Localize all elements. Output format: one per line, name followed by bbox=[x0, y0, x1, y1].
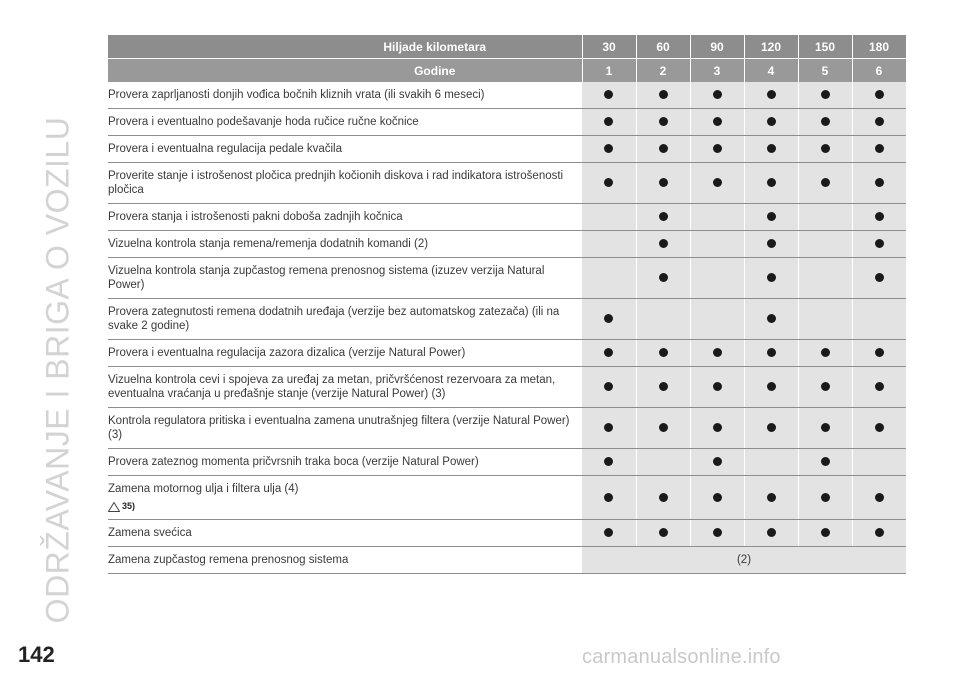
scheduled-dot-icon bbox=[875, 382, 884, 391]
interval-cell bbox=[852, 109, 906, 136]
interval-cell bbox=[744, 408, 798, 449]
row-label-cell bbox=[108, 109, 582, 136]
scheduled-dot-icon bbox=[604, 314, 613, 323]
header-km-value: 150 bbox=[798, 35, 852, 59]
interval-cell bbox=[690, 82, 744, 109]
row-label: Zamena motornog ulja i filtera ulja (4) bbox=[108, 483, 299, 495]
scheduled-dot-icon bbox=[604, 528, 613, 537]
interval-cell bbox=[852, 299, 906, 340]
interval-cell bbox=[690, 520, 744, 547]
interval-cell bbox=[690, 299, 744, 340]
scheduled-dot-icon bbox=[767, 144, 776, 153]
header-km-value: 60 bbox=[636, 35, 690, 59]
interval-cell bbox=[582, 520, 636, 547]
row-label: Kontrola regulatora pritiska i eventualna zamena unutrašnjeg filtera (verzije Natural Power) (3) bbox=[108, 415, 570, 441]
interval-cell bbox=[744, 520, 798, 547]
table-row bbox=[108, 204, 906, 231]
scheduled-dot-icon bbox=[821, 144, 830, 153]
interval-cell bbox=[744, 476, 798, 520]
interval-cell bbox=[744, 367, 798, 408]
scheduled-dot-icon bbox=[767, 117, 776, 126]
interval-cell bbox=[798, 367, 852, 408]
scheduled-dot-icon bbox=[821, 348, 830, 357]
interval-cell bbox=[744, 340, 798, 367]
interval-note-cell bbox=[582, 547, 906, 574]
interval-cell bbox=[636, 109, 690, 136]
interval-cell bbox=[582, 367, 636, 408]
row-label: Zamena zupčastog remena prenosnog sistema bbox=[108, 554, 349, 566]
scheduled-dot-icon bbox=[659, 528, 668, 537]
header-year-value: 2 bbox=[636, 59, 690, 83]
interval-cell bbox=[744, 82, 798, 109]
scheduled-dot-icon bbox=[767, 493, 776, 502]
interval-cell bbox=[798, 204, 852, 231]
scheduled-dot-icon bbox=[604, 493, 613, 502]
page-number: 142 bbox=[18, 642, 55, 667]
interval-cell bbox=[798, 258, 852, 299]
scheduled-dot-icon bbox=[659, 493, 668, 502]
table-row bbox=[108, 340, 906, 367]
warning-reference bbox=[108, 499, 572, 513]
scheduled-dot-icon bbox=[875, 239, 884, 248]
interval-cell bbox=[852, 340, 906, 367]
header-km-value: 120 bbox=[744, 35, 798, 59]
interval-cell bbox=[690, 367, 744, 408]
row-label: Provera zaprljanosti donjih vođica bočnih kliznih vrata (ili svakih 6 meseci) bbox=[108, 89, 485, 101]
scheduled-dot-icon bbox=[821, 457, 830, 466]
interval-cell bbox=[852, 408, 906, 449]
header-year-value: 5 bbox=[798, 59, 852, 83]
row-label: Provera i eventualna regulacija zazora dizalica (verzije Natural Power) bbox=[108, 347, 466, 359]
interval-cell bbox=[582, 449, 636, 476]
row-label-cell bbox=[108, 408, 582, 449]
scheduled-dot-icon bbox=[604, 117, 613, 126]
header-km-value: 180 bbox=[852, 35, 906, 59]
interval-cell bbox=[690, 449, 744, 476]
header-km-value: 90 bbox=[690, 35, 744, 59]
interval-cell bbox=[636, 408, 690, 449]
interval-cell bbox=[744, 163, 798, 204]
interval-cell bbox=[798, 163, 852, 204]
interval-cell bbox=[636, 204, 690, 231]
scheduled-dot-icon bbox=[713, 117, 722, 126]
scheduled-dot-icon bbox=[875, 528, 884, 537]
interval-cell bbox=[582, 299, 636, 340]
section-title-vertical: ODRŽAVANJE I BRIGA O VOZILU bbox=[39, 116, 76, 624]
row-label: Provera stanja i istrošenosti pakni doboša zadnjih kočnica bbox=[108, 211, 403, 223]
scheduled-dot-icon bbox=[659, 144, 668, 153]
row-label-cell bbox=[108, 340, 582, 367]
row-label: Provera zateznog momenta pričvrsnih traka boca (verzije Natural Power) bbox=[108, 456, 479, 468]
interval-cell bbox=[582, 408, 636, 449]
interval-cell bbox=[690, 476, 744, 520]
row-label: Proverite stanje i istrošenost pločica prednjih kočionih diskova i rad indikatora istrošenosti pločica bbox=[108, 170, 564, 196]
scheduled-dot-icon bbox=[767, 212, 776, 221]
interval-cell bbox=[690, 408, 744, 449]
scheduled-dot-icon bbox=[659, 90, 668, 99]
scheduled-dot-icon bbox=[821, 528, 830, 537]
scheduled-dot-icon bbox=[875, 348, 884, 357]
scheduled-dot-icon bbox=[713, 144, 722, 153]
interval-cell bbox=[798, 109, 852, 136]
scheduled-dot-icon bbox=[713, 90, 722, 99]
interval-cell bbox=[798, 476, 852, 520]
header-km-label: Hiljade kilometara bbox=[108, 35, 582, 59]
scheduled-dot-icon bbox=[875, 212, 884, 221]
interval-cell bbox=[798, 449, 852, 476]
scheduled-dot-icon bbox=[659, 117, 668, 126]
interval-cell bbox=[690, 163, 744, 204]
interval-cell bbox=[852, 258, 906, 299]
interval-cell bbox=[636, 163, 690, 204]
interval-cell bbox=[636, 136, 690, 163]
row-label-cell bbox=[108, 136, 582, 163]
table-row bbox=[108, 367, 906, 408]
scheduled-dot-icon bbox=[713, 457, 722, 466]
scheduled-dot-icon bbox=[659, 423, 668, 432]
scheduled-dot-icon bbox=[821, 178, 830, 187]
interval-cell bbox=[852, 476, 906, 520]
table-row bbox=[108, 258, 906, 299]
scheduled-dot-icon bbox=[821, 90, 830, 99]
scheduled-dot-icon bbox=[659, 273, 668, 282]
interval-cell bbox=[582, 204, 636, 231]
scheduled-dot-icon bbox=[875, 423, 884, 432]
interval-cell bbox=[582, 109, 636, 136]
row-label-cell bbox=[108, 547, 582, 574]
scheduled-dot-icon bbox=[875, 273, 884, 282]
interval-cell bbox=[690, 340, 744, 367]
scheduled-dot-icon bbox=[659, 212, 668, 221]
row-label: Vizuelna kontrola cevi i spojeva za uređaj za metan, pričvršćenost rezervoara za metan, eventualna vraćanja u pređašnje stanje (verzije Natural Power) (3) bbox=[108, 374, 556, 400]
row-label-cell bbox=[108, 163, 582, 204]
scheduled-dot-icon bbox=[821, 117, 830, 126]
table-body bbox=[108, 82, 906, 574]
interval-cell bbox=[798, 340, 852, 367]
interval-cell bbox=[636, 231, 690, 258]
interval-cell bbox=[798, 299, 852, 340]
scheduled-dot-icon bbox=[604, 423, 613, 432]
row-label: Provera i eventualna regulacija pedale kvačila bbox=[108, 143, 342, 155]
row-label-cell bbox=[108, 204, 582, 231]
row-label-cell bbox=[108, 231, 582, 258]
scheduled-dot-icon bbox=[767, 90, 776, 99]
interval-cell bbox=[744, 204, 798, 231]
scheduled-dot-icon bbox=[713, 528, 722, 537]
interval-cell bbox=[852, 163, 906, 204]
interval-cell bbox=[690, 136, 744, 163]
row-label: Zamena svećica bbox=[108, 527, 192, 539]
scheduled-dot-icon bbox=[875, 144, 884, 153]
interval-note: (2) bbox=[736, 554, 752, 566]
table-row bbox=[108, 136, 906, 163]
interval-cell bbox=[582, 258, 636, 299]
interval-cell bbox=[636, 367, 690, 408]
row-label-cell bbox=[108, 449, 582, 476]
header-years-label: Godine bbox=[108, 59, 582, 83]
scheduled-dot-icon bbox=[659, 382, 668, 391]
scheduled-dot-icon bbox=[875, 90, 884, 99]
row-label: Provera i eventualno podešavanje hoda ručice ručne kočnice bbox=[108, 116, 419, 128]
scheduled-dot-icon bbox=[767, 423, 776, 432]
header-row-years bbox=[108, 59, 906, 83]
interval-cell bbox=[744, 299, 798, 340]
interval-cell bbox=[636, 340, 690, 367]
interval-cell bbox=[798, 136, 852, 163]
scheduled-dot-icon bbox=[767, 348, 776, 357]
scheduled-dot-icon bbox=[875, 493, 884, 502]
header-year-value: 3 bbox=[690, 59, 744, 83]
table-row bbox=[108, 163, 906, 204]
scheduled-dot-icon bbox=[821, 423, 830, 432]
scheduled-dot-icon bbox=[604, 178, 613, 187]
interval-cell bbox=[798, 520, 852, 547]
row-label-cell bbox=[108, 258, 582, 299]
scheduled-dot-icon bbox=[659, 239, 668, 248]
warning-icon bbox=[108, 502, 120, 512]
interval-cell bbox=[852, 367, 906, 408]
interval-cell bbox=[852, 231, 906, 258]
interval-cell bbox=[636, 449, 690, 476]
interval-cell bbox=[690, 204, 744, 231]
scheduled-dot-icon bbox=[713, 423, 722, 432]
scheduled-dot-icon bbox=[713, 178, 722, 187]
row-label: Vizuelna kontrola stanja remena/remenja dodatnih komandi (2) bbox=[108, 238, 429, 250]
row-label-cell bbox=[108, 367, 582, 408]
table-row bbox=[108, 82, 906, 109]
scheduled-dot-icon bbox=[713, 348, 722, 357]
interval-cell bbox=[798, 231, 852, 258]
interval-cell bbox=[690, 231, 744, 258]
interval-cell bbox=[798, 408, 852, 449]
scheduled-dot-icon bbox=[713, 493, 722, 502]
interval-cell bbox=[690, 258, 744, 299]
row-label-cell bbox=[108, 520, 582, 547]
scheduled-dot-icon bbox=[659, 178, 668, 187]
interval-cell bbox=[852, 449, 906, 476]
scheduled-dot-icon bbox=[604, 90, 613, 99]
table-row bbox=[108, 520, 906, 547]
scheduled-dot-icon bbox=[659, 348, 668, 357]
header-row-kilometers bbox=[108, 35, 906, 59]
interval-cell bbox=[582, 231, 636, 258]
scheduled-dot-icon bbox=[604, 144, 613, 153]
interval-cell bbox=[582, 340, 636, 367]
interval-cell bbox=[798, 82, 852, 109]
interval-cell bbox=[744, 231, 798, 258]
scheduled-dot-icon bbox=[604, 348, 613, 357]
row-label: Provera zategnutosti remena dodatnih uređaja (verzije bez automatskog zatezača) (ili na svake 2 godine) bbox=[108, 306, 560, 332]
interval-cell bbox=[636, 82, 690, 109]
interval-cell bbox=[582, 136, 636, 163]
header-year-value: 1 bbox=[582, 59, 636, 83]
scheduled-dot-icon bbox=[767, 528, 776, 537]
maintenance-schedule-table bbox=[108, 35, 907, 574]
header-year-value: 4 bbox=[744, 59, 798, 83]
table-row bbox=[108, 449, 906, 476]
scheduled-dot-icon bbox=[821, 493, 830, 502]
interval-cell bbox=[852, 204, 906, 231]
interval-cell bbox=[690, 109, 744, 136]
interval-cell bbox=[582, 163, 636, 204]
scheduled-dot-icon bbox=[821, 382, 830, 391]
interval-cell bbox=[744, 109, 798, 136]
row-label-cell bbox=[108, 299, 582, 340]
watermark: carmanualsonline.info bbox=[582, 646, 781, 668]
interval-cell bbox=[636, 476, 690, 520]
row-label-cell bbox=[108, 476, 582, 520]
table-row bbox=[108, 476, 906, 520]
header-year-value: 6 bbox=[852, 59, 906, 83]
interval-cell bbox=[636, 299, 690, 340]
interval-cell bbox=[852, 520, 906, 547]
interval-cell bbox=[636, 520, 690, 547]
interval-cell bbox=[852, 136, 906, 163]
interval-cell bbox=[744, 136, 798, 163]
row-label-cell bbox=[108, 82, 582, 109]
scheduled-dot-icon bbox=[767, 314, 776, 323]
scheduled-dot-icon bbox=[767, 382, 776, 391]
scheduled-dot-icon bbox=[767, 239, 776, 248]
table-row bbox=[108, 408, 906, 449]
scheduled-dot-icon bbox=[604, 457, 613, 466]
interval-cell bbox=[582, 476, 636, 520]
table-row bbox=[108, 109, 906, 136]
interval-cell bbox=[636, 258, 690, 299]
table-row bbox=[108, 547, 906, 574]
table-row bbox=[108, 299, 906, 340]
table-row bbox=[108, 231, 906, 258]
scheduled-dot-icon bbox=[767, 178, 776, 187]
scheduled-dot-icon bbox=[875, 178, 884, 187]
scheduled-dot-icon bbox=[767, 273, 776, 282]
scheduled-dot-icon bbox=[604, 382, 613, 391]
header-km-value: 30 bbox=[582, 35, 636, 59]
scheduled-dot-icon bbox=[713, 382, 722, 391]
warning-reference-number: 35) bbox=[122, 501, 136, 511]
interval-cell bbox=[582, 82, 636, 109]
row-label: Vizuelna kontrola stanja zupčastog remena prenosnog sistema (izuzev verzija Natural Power) bbox=[108, 265, 545, 291]
scheduled-dot-icon bbox=[875, 117, 884, 126]
interval-cell bbox=[852, 82, 906, 109]
interval-cell bbox=[744, 258, 798, 299]
interval-cell bbox=[744, 449, 798, 476]
